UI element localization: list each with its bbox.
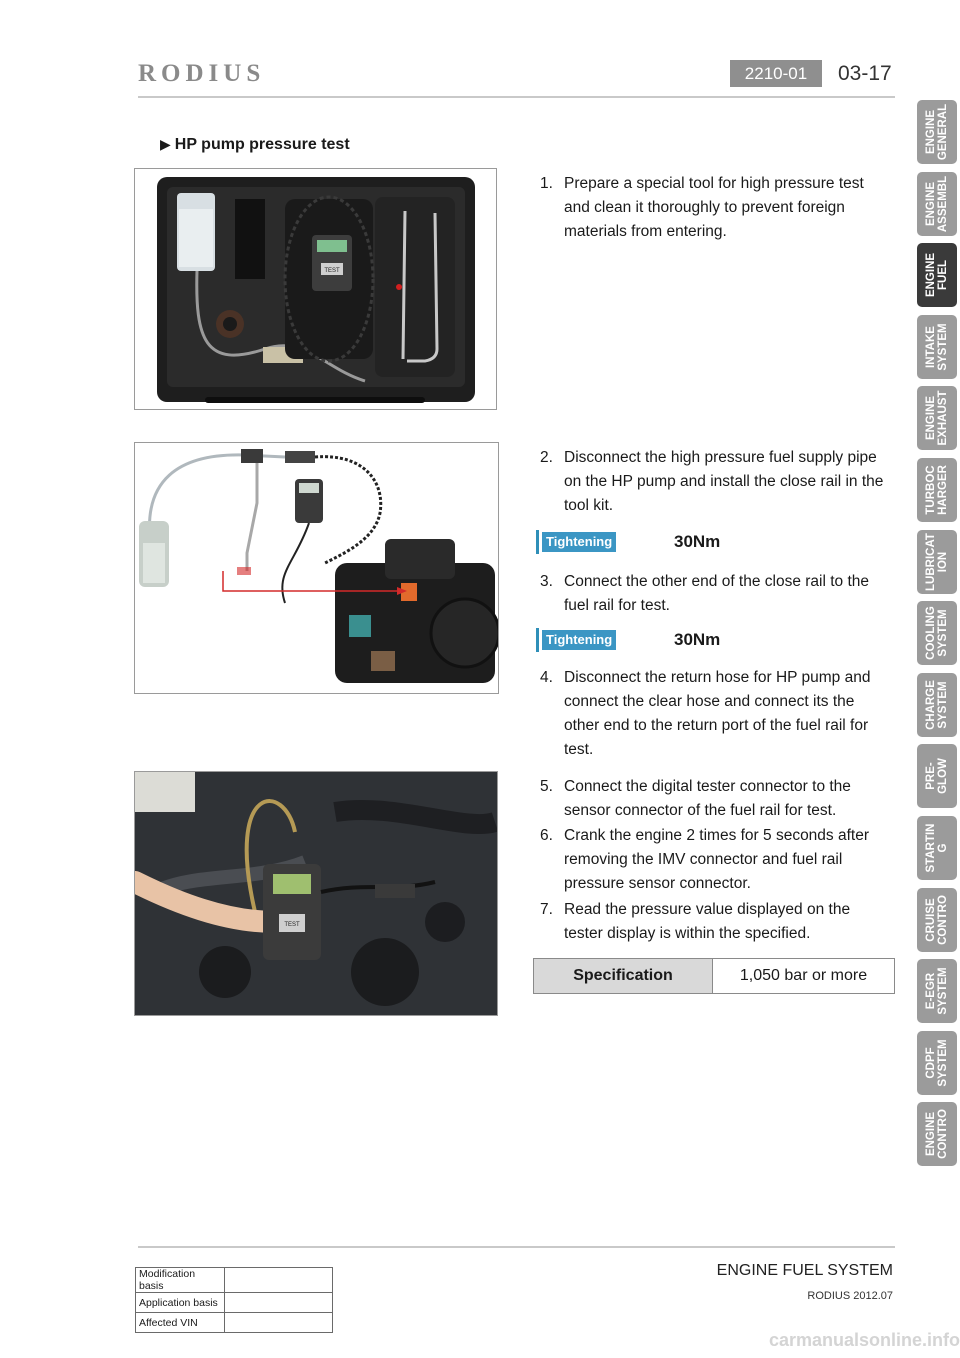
chapter-tab-label: ENGINE FUEL [925, 252, 949, 298]
chapter-tab-label: ENGINE GENERAL [925, 103, 949, 161]
tool-kit-illustration [135, 169, 496, 409]
chapter-tab[interactable] [917, 315, 957, 379]
chapter-tab-label: CRUISE CONTRO [925, 895, 949, 945]
step-number: 6. [540, 827, 553, 844]
footer-subtitle: RODIUS 2012.07 [807, 1290, 893, 1302]
chapter-tab[interactable] [917, 673, 957, 737]
table-row [136, 1313, 333, 1333]
page-number: 03-17 [838, 62, 892, 85]
chapter-tab-label: ENGINE CONTRO [925, 1109, 949, 1159]
step-text: Crank the engine 2 times for 5 seconds after removing the IMV connector and fuel rail pressure sensor connector. [564, 827, 869, 892]
step-text: Connect the other end of the close rail to the fuel rail for test. [564, 573, 870, 614]
tester-label-2: TEST [284, 922, 300, 928]
triangle-bullet-icon: ▶ [160, 136, 171, 152]
tester-label: TEST [324, 268, 340, 274]
specification-label: Specification [534, 959, 713, 993]
table-row [136, 1293, 333, 1313]
step-number: 2. [540, 449, 553, 466]
chapter-tab[interactable] [917, 172, 957, 236]
figure-hp-pump [134, 442, 499, 694]
chapter-tab-label: LUBRICAT ION [925, 533, 949, 591]
section-title-text: HP pump pressure test [174, 136, 350, 153]
step-text: Read the pressure value displayed on the tester display is within the specified. [564, 901, 851, 942]
chapter-tab[interactable] [917, 458, 957, 522]
specification-table [533, 958, 895, 994]
brand-logo: RODIUS [138, 60, 266, 87]
chapter-tab-label: INTAKE SYSTEM [925, 323, 949, 371]
revision-value [225, 1268, 333, 1293]
revision-label: Modification basis [136, 1268, 225, 1293]
hp-pump-illustration [135, 443, 498, 693]
section-code-badge: 2210-01 [730, 60, 822, 87]
step-number: 3. [540, 573, 553, 590]
step-3 [540, 570, 890, 618]
chapter-tab-label: STARTIN G [925, 823, 949, 873]
step-number: 5. [540, 778, 553, 795]
chapter-tab[interactable] [917, 1031, 957, 1095]
chapter-tab[interactable] [917, 601, 957, 665]
watermark: carmanualsonline.info [768, 1330, 960, 1350]
chapter-tab[interactable] [917, 816, 957, 880]
step-text: Prepare a special tool for high pressure test and clean it thoroughly to prevent foreign materials from entering. [564, 175, 864, 240]
step-5 [540, 775, 890, 823]
specification-value: 1,050 bar or more [739, 967, 868, 984]
torque-label: Tightening torque [542, 532, 616, 552]
chapter-tab-label: COOLING SYSTEM [925, 606, 949, 660]
section-title [160, 136, 350, 154]
step-7 [540, 898, 890, 946]
step-text: Disconnect the high pressure fuel supply pipe on the HP pump and install the close rail in the tool kit. [564, 449, 884, 514]
step-number: 4. [540, 669, 553, 686]
footer-divider [138, 1246, 895, 1248]
step-6 [540, 824, 890, 896]
chapter-tab-label: PRE- GLOW [925, 758, 949, 794]
step-number: 7. [540, 901, 553, 918]
header-divider [138, 96, 895, 98]
step-text: Connect the digital tester connector to the sensor connector of the fuel rail for test. [564, 778, 851, 819]
revision-label: Application basis [136, 1293, 225, 1313]
figure-engine-test [134, 771, 498, 1016]
chapter-tab[interactable] [917, 888, 957, 952]
revision-value [225, 1313, 333, 1333]
revision-value [225, 1293, 333, 1313]
step-number: 1. [540, 175, 553, 192]
chapter-tab[interactable] [917, 243, 957, 307]
chapter-tab-label: ENGINE ASSEMBL [925, 175, 949, 233]
chapter-tab[interactable] [917, 386, 957, 450]
step-4 [540, 666, 890, 762]
step-1 [540, 172, 890, 244]
torque-label: Tightening torque [542, 630, 616, 650]
chapter-tab-label: ENGINE EXHAUST [925, 390, 949, 446]
chapter-tab[interactable] [917, 100, 957, 164]
chapter-tab-label: CHARGE SYSTEM [925, 680, 949, 730]
chapter-tab-label: E-EGR SYSTEM [925, 967, 949, 1015]
chapter-tab-label: TURBOC HARGER [925, 465, 949, 515]
footer-title: ENGINE FUEL SYSTEM [716, 1262, 893, 1279]
torque-value: 30Nm [674, 630, 721, 649]
revision-label: Affected VIN [136, 1313, 225, 1333]
chapter-tab[interactable] [917, 744, 957, 808]
step-text: Disconnect the return hose for HP pump and connect the clear hose and connect its the other end to the return port of the fuel rail for test. [564, 669, 871, 758]
torque-value: 30Nm [674, 532, 721, 551]
chapter-tab-label: CDPF SYSTEM [925, 1039, 949, 1087]
chapter-tab[interactable] [917, 530, 957, 594]
figure-tool-kit [134, 168, 497, 410]
torque-accent-bar [536, 628, 539, 652]
table-row [136, 1268, 333, 1293]
chapter-tab[interactable] [917, 1102, 957, 1166]
engine-test-illustration [135, 772, 497, 1015]
revision-table [135, 1267, 333, 1333]
chapter-tab[interactable] [917, 959, 957, 1023]
step-2 [540, 446, 890, 518]
torque-accent-bar [536, 530, 539, 554]
